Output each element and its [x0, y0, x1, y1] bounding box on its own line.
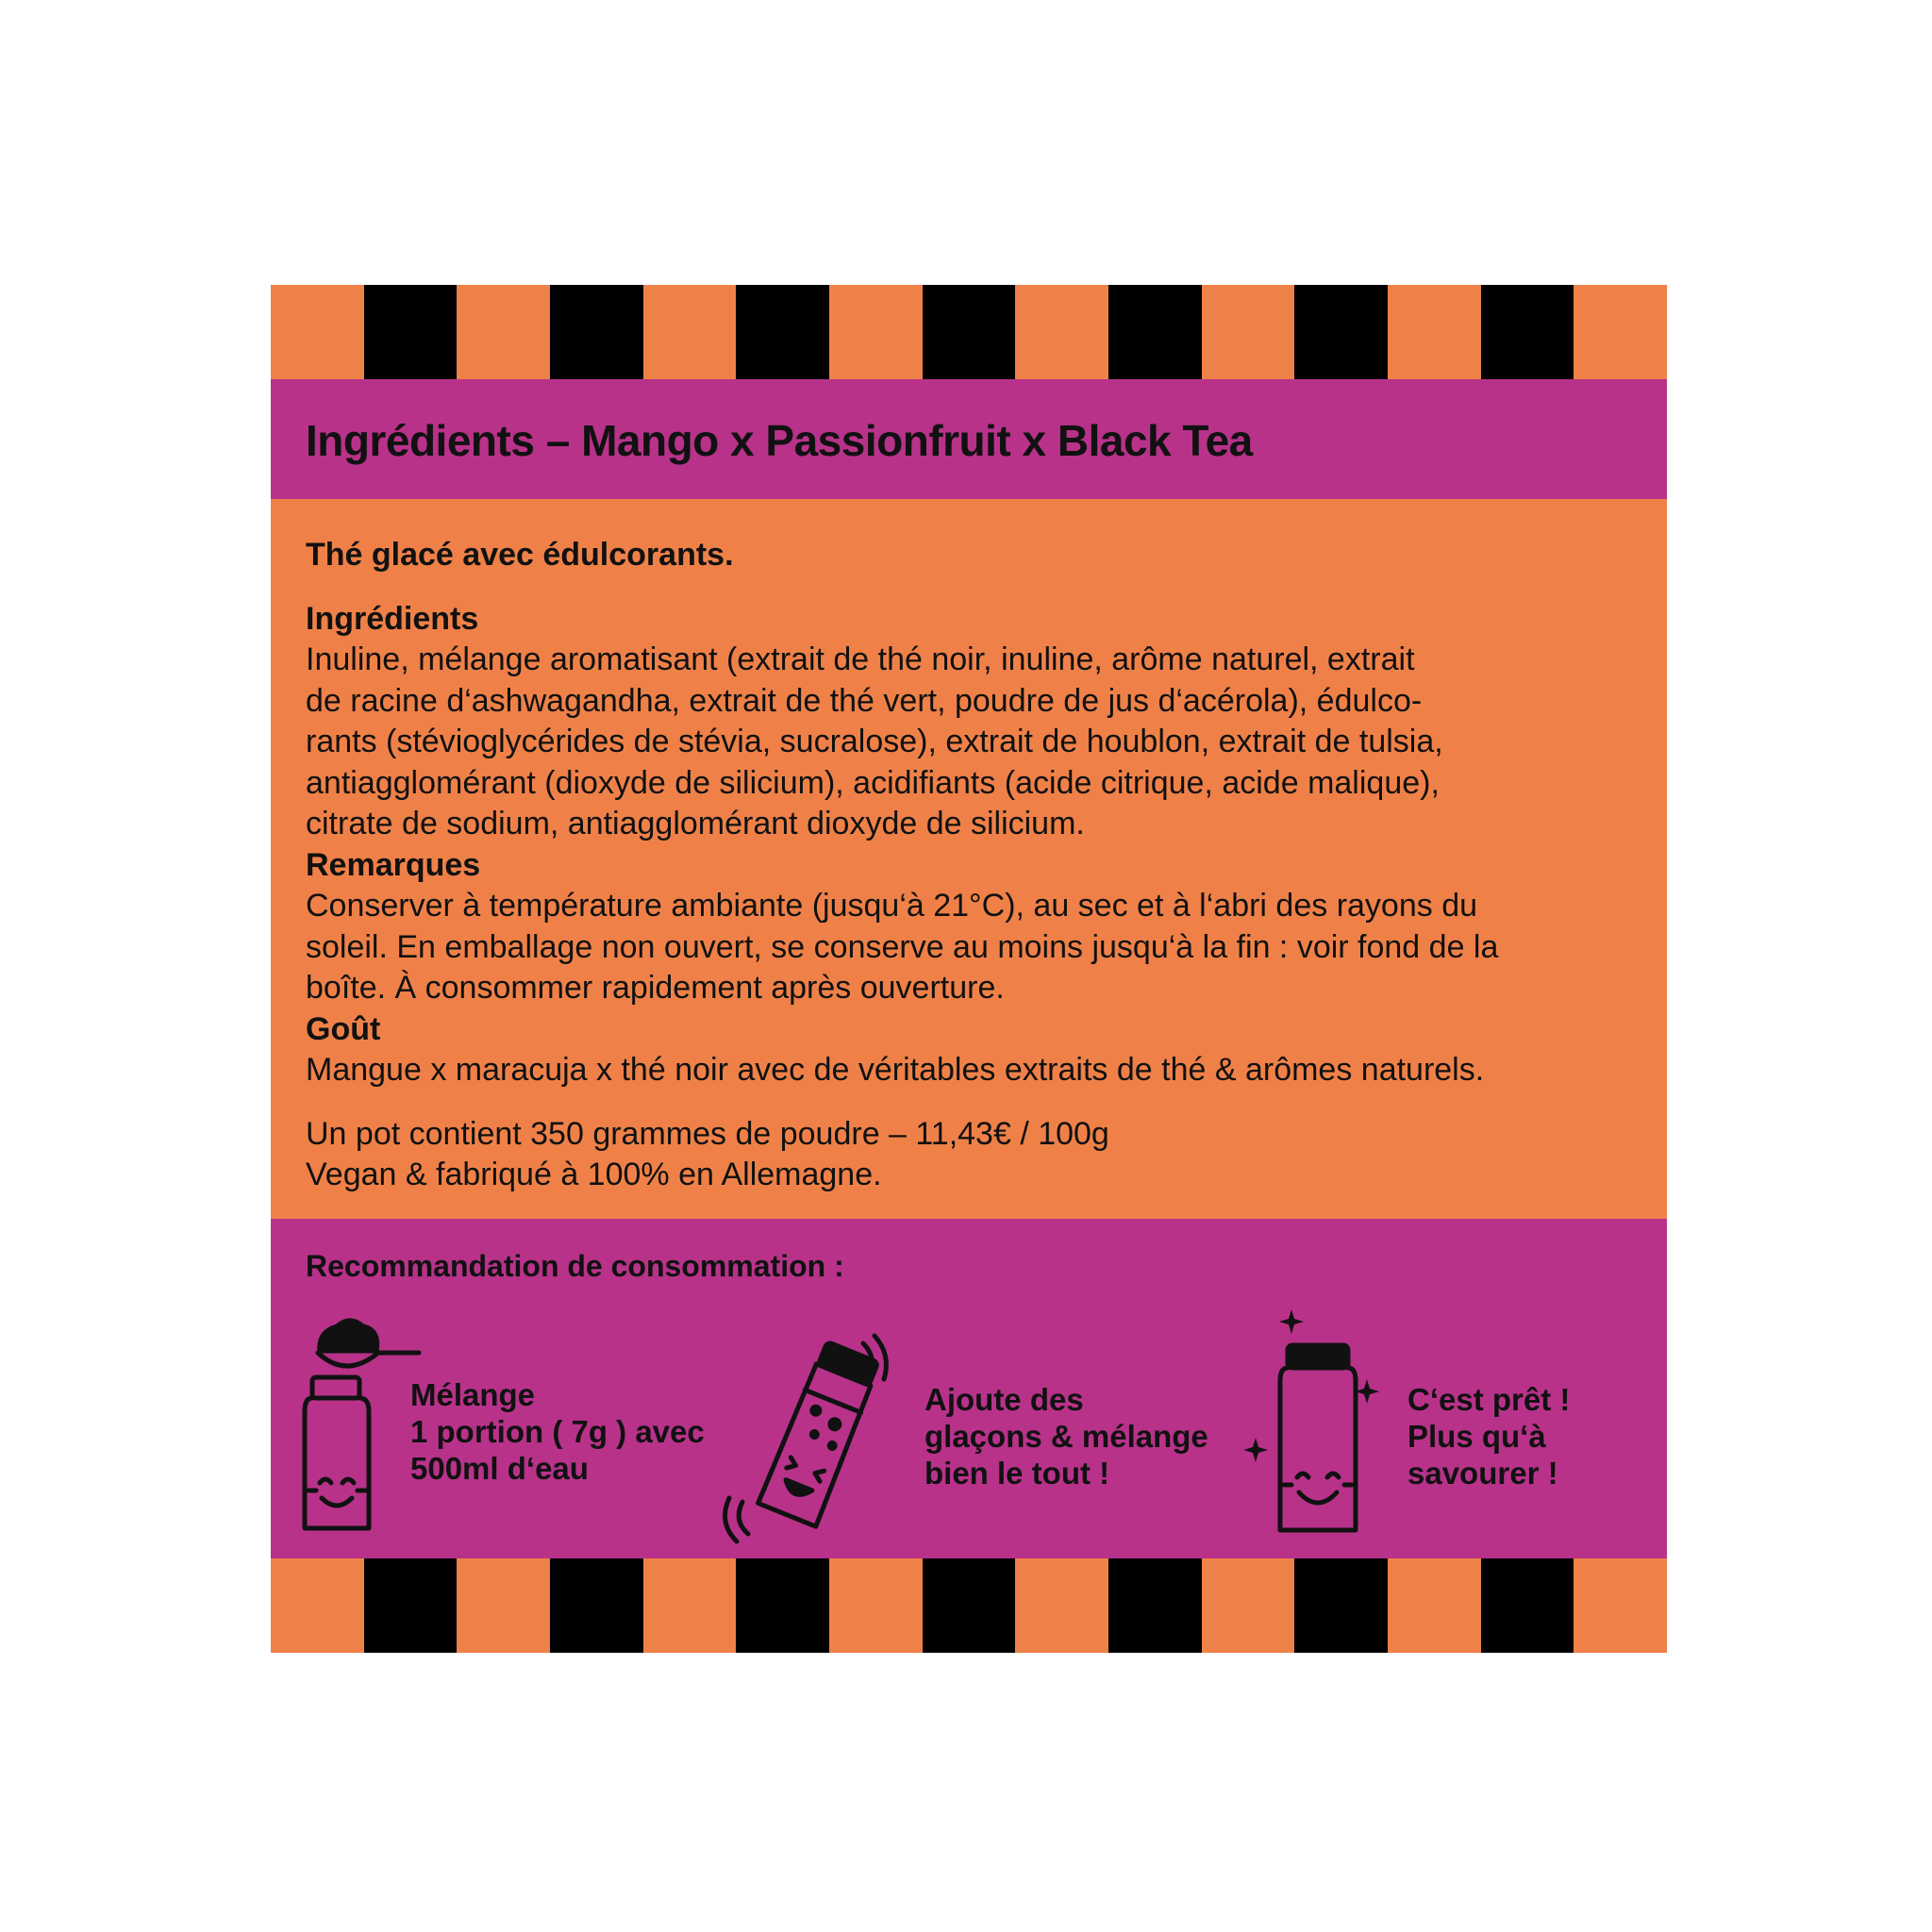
ingredients-line: Inuline, mélange aromatisant (extrait de thé noir, inuline, arôme naturel, extrait: [306, 641, 1415, 677]
ingredients-line: antiagglomérant (dioxyde de silicium), acidifiants (acide citrique, acide malique),: [306, 764, 1440, 801]
remarks-heading: Remarques: [306, 846, 481, 883]
ingredients-panel: [271, 499, 1667, 1219]
remarks-line: soleil. En emballage non ouvert, se conserve au moins jusqu‘à la fin : voir fond de la: [306, 928, 1499, 965]
step-ready-line: C‘est prêt !: [1407, 1382, 1571, 1417]
origin-info: Vegan & fabriqué à 100% en Allemagne.: [306, 1157, 882, 1192]
step-mix-line: Mélange: [410, 1377, 536, 1412]
title-band: [271, 379, 1667, 499]
product-description: Thé glacé avec édulcorants.: [306, 537, 734, 573]
step-shake-line: glaçons & mélange: [924, 1419, 1208, 1454]
sparkling-bottle-icon: [1242, 1306, 1384, 1541]
taste-heading: Goût: [306, 1010, 381, 1047]
ingredients-line: citrate de sodium, antiagglomérant dioxyde de silicium.: [306, 806, 1085, 841]
shaking-bottle-icon: [714, 1332, 903, 1549]
recommendation-title: Recommandation de consommation :: [306, 1249, 844, 1283]
step-ready-line: savourer !: [1407, 1456, 1558, 1491]
step-shake-line: Ajoute des: [924, 1382, 1084, 1417]
content-info: Un pot contient 350 grammes de poudre – 11,43€ / 100g: [306, 1115, 1109, 1152]
remarks-line: boîte. À consommer rapidement après ouverture.: [306, 970, 1005, 1006]
bottom-stripe-border: [271, 1558, 1667, 1653]
ingredient-card: [271, 285, 1667, 1653]
scoop-bottle-icon: [301, 1313, 424, 1540]
step-mix-line: 1 portion ( 7g ) avec: [410, 1414, 705, 1449]
ingredients-heading: Ingrédients: [306, 600, 479, 637]
step-mix-line: 500ml d‘eau: [410, 1451, 589, 1486]
top-stripe-border: [271, 285, 1667, 379]
page-title: Ingrédients – Mango x Passionfruit x Black Tea: [306, 416, 1253, 465]
step-shake-text: [924, 1381, 1208, 1491]
step-mix-text: [410, 1376, 705, 1487]
taste-text: Mangue x maracuja x thé noir avec de véritables extraits de thé & arômes naturels.: [306, 1052, 1485, 1088]
step-ready-line: Plus qu‘à: [1407, 1419, 1546, 1454]
recommendation-panel: [271, 1219, 1667, 1558]
step-ready-text: [1407, 1381, 1570, 1491]
ingredients-line: rants (stévioglycérides de stévia, sucralose), extrait de houblon, extrait de tulsia,: [306, 724, 1443, 759]
remarks-line: Conserver à température ambiante (jusqu‘à 21°C), au sec et à l‘abri des rayons du: [306, 888, 1478, 924]
step-shake-line: bien le tout !: [924, 1456, 1110, 1491]
ingredients-line: de racine d‘ashwagandha, extrait de thé vert, poudre de jus d‘acérola), édulco-: [306, 682, 1423, 719]
